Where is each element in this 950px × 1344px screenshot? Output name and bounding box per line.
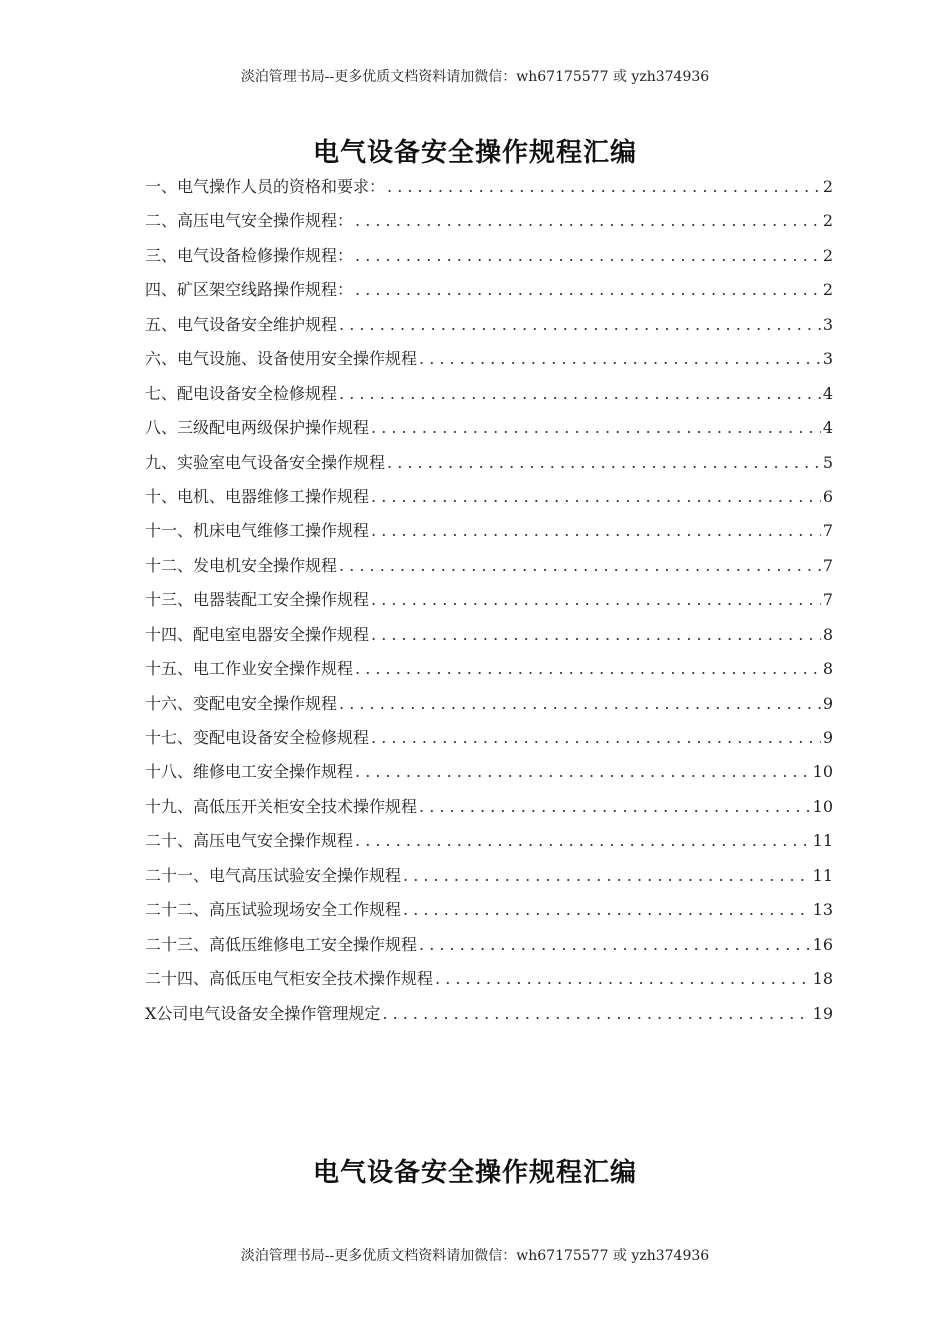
toc-entry-label: X公司电气设备安全操作管理规定 — [145, 1003, 381, 1023]
toc-entry-page-number: 7 — [822, 590, 833, 610]
toc-entry[interactable] — [145, 381, 833, 415]
toc-entry-page-number: 18 — [812, 969, 833, 989]
toc-leader-dots — [355, 759, 811, 785]
toc-leader-dots — [355, 828, 811, 854]
toc-entry[interactable] — [145, 484, 833, 518]
toc-leader-dots — [403, 863, 811, 889]
toc-entry[interactable] — [145, 656, 833, 690]
toc-leader-dots — [403, 897, 811, 923]
toc-entry[interactable] — [145, 691, 833, 725]
toc-leader-dots — [371, 415, 821, 441]
toc-entry[interactable] — [145, 174, 833, 208]
toc-entry-page-number: 13 — [812, 900, 833, 920]
toc-entry[interactable] — [145, 277, 833, 311]
toc-entry-page-number: 10 — [812, 796, 833, 816]
toc-entry[interactable] — [145, 725, 833, 759]
toc-entry[interactable] — [145, 450, 833, 484]
toc-leader-dots — [371, 622, 821, 648]
toc-entry-page-number: 6 — [822, 486, 833, 506]
toc-leader-dots — [419, 932, 811, 958]
toc-entry-label: 十六、变配电安全操作规程 — [145, 693, 338, 713]
toc-entry[interactable] — [145, 243, 833, 277]
toc-entry-page-number: 11 — [812, 865, 833, 885]
toc-entry-label: 十五、电工作业安全操作规程 — [145, 659, 354, 679]
toc-entry-page-number: 8 — [822, 624, 833, 644]
toc-leader-dots — [371, 725, 821, 751]
toc-entry-label: 七、配电设备安全检修规程 — [145, 383, 338, 403]
toc-entry-page-number: 2 — [822, 245, 833, 265]
toc-leader-dots — [355, 656, 821, 682]
toc-entry-page-number: 10 — [812, 762, 833, 782]
toc-entry-page-number: 9 — [822, 728, 833, 747]
toc-entry[interactable] — [145, 587, 833, 621]
toc-leader-dots — [387, 174, 821, 200]
toc-entry-page-number: 3 — [822, 314, 833, 334]
toc-leader-dots — [382, 1001, 810, 1027]
toc-leader-dots — [371, 484, 821, 510]
toc-entry-label: 十七、变配电设备安全检修规程 — [145, 728, 370, 747]
toc-entry-page-number: 11 — [812, 831, 833, 851]
toc-entry[interactable] — [145, 794, 833, 828]
toc-entry[interactable] — [145, 828, 833, 862]
toc-entry-page-number: 3 — [822, 349, 833, 369]
toc-entry[interactable] — [145, 415, 833, 449]
toc-entry-page-number: 16 — [812, 934, 833, 954]
toc-entry-label: 十九、高低压开关柜安全技术操作规程 — [145, 796, 418, 816]
toc-entry-label: 二、高压电气安全操作规程： — [145, 211, 354, 231]
toc-entry[interactable] — [145, 553, 833, 587]
toc-entry-label: 十四、配电室电器安全操作规程 — [145, 624, 370, 644]
toc-leader-dots — [355, 208, 821, 234]
toc-entry-label: 四、矿区架空线路操作规程： — [145, 280, 354, 300]
toc-entry-page-number: 2 — [822, 280, 833, 300]
toc-entry-page-number: 2 — [822, 211, 833, 231]
toc-entry[interactable] — [145, 622, 833, 656]
page-footer-note: 淡泊管理书局--更多优质文档资料请加微信：wh67175577 或 yzh374936 — [240, 1248, 710, 1264]
toc-entry-page-number: 9 — [822, 693, 833, 713]
document-title: 电气设备安全操作规程汇编 — [312, 138, 637, 168]
toc-entry[interactable] — [145, 346, 833, 380]
toc-entry[interactable] — [145, 1001, 833, 1035]
toc-leader-dots — [339, 381, 821, 407]
toc-leader-dots — [435, 966, 811, 992]
page-header-note: 淡泊管理书局--更多优质文档资料请加微信：wh67175577 或 yzh374936 — [240, 69, 710, 85]
toc-entry[interactable] — [145, 863, 833, 897]
toc-entry-page-number: 8 — [822, 659, 833, 679]
toc-entry[interactable] — [145, 312, 833, 346]
toc-entry-label: 三、电气设备检修操作规程： — [145, 245, 354, 265]
toc-entry-label: 十八、维修电工安全操作规程 — [145, 762, 354, 782]
toc-leader-dots — [387, 450, 821, 476]
toc-entry-label: 十、电机、电器维修工操作规程 — [145, 486, 370, 506]
toc-entry-label: 十一、机床电气维修工操作规程 — [145, 521, 370, 541]
toc-entry-label: 二十、高压电气安全操作规程 — [145, 831, 354, 851]
toc-entry-page-number: 19 — [812, 1003, 833, 1023]
toc-entry-page-number: 4 — [822, 418, 833, 438]
toc-leader-dots — [355, 243, 821, 269]
toc-entry-label: 二十三、高低压维修电工安全操作规程 — [145, 934, 418, 954]
toc-entry-label: 一、电气操作人员的资格和要求： — [145, 177, 386, 196]
toc-entry[interactable] — [145, 897, 833, 931]
toc-entry[interactable] — [145, 518, 833, 552]
toc-leader-dots — [339, 691, 821, 717]
toc-leader-dots — [419, 794, 811, 820]
toc-leader-dots — [339, 553, 821, 579]
toc-entry-label: 九、实验室电气设备安全操作规程 — [145, 452, 386, 472]
toc-entry-label: 二十一、电气高压试验安全操作规程 — [145, 865, 402, 885]
toc-leader-dots — [371, 518, 821, 544]
toc-entry-label: 二十二、高压试验现场安全工作规程 — [145, 900, 402, 920]
toc-entry-page-number: 2 — [822, 177, 833, 196]
toc-entry-label: 五、电气设备安全维护规程 — [145, 314, 338, 334]
toc-entry-page-number: 4 — [822, 383, 833, 403]
toc-entry-page-number: 7 — [822, 555, 833, 575]
toc-leader-dots — [355, 277, 821, 303]
toc-entry-page-number: 5 — [822, 452, 833, 472]
toc-leader-dots — [419, 346, 821, 372]
toc-leader-dots — [371, 587, 821, 613]
toc-entry-label: 八、三级配电两级保护操作规程 — [145, 418, 370, 438]
toc-entry-page-number: 7 — [822, 521, 833, 541]
section-title: 电气设备安全操作规程汇编 — [312, 1158, 637, 1188]
toc-entry-label: 六、电气设施、设备使用安全操作规程 — [145, 349, 418, 369]
toc-entry-label: 十三、电器装配工安全操作规程 — [145, 590, 370, 610]
toc-entry-label: 十二、发电机安全操作规程 — [145, 555, 338, 575]
toc-entry-label: 二十四、高低压电气柜安全技术操作规程 — [145, 969, 434, 989]
toc-leader-dots — [339, 312, 821, 338]
toc-entry[interactable] — [145, 208, 833, 242]
toc-entry[interactable] — [145, 759, 833, 793]
toc-entry[interactable] — [145, 932, 833, 966]
toc-entry[interactable] — [145, 966, 833, 1000]
table-of-contents — [145, 174, 833, 1035]
